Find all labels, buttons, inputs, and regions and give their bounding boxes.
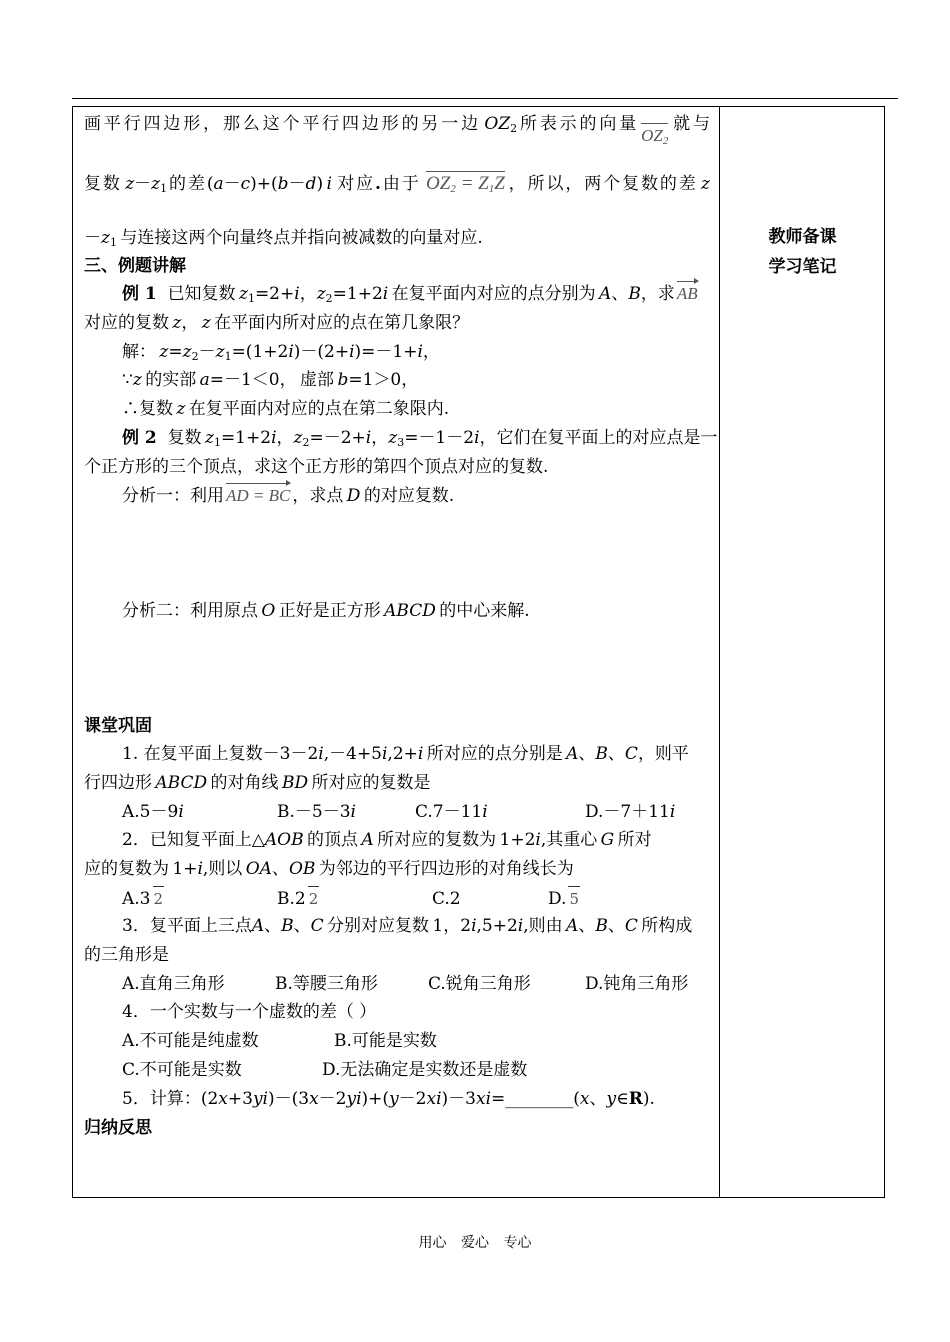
section-heading-examples: 三、例题讲解: [84, 256, 186, 276]
question-2-line-1: 2．已知复平面上△AOB 的顶点 A 所对应的复数为 1+2i,其重心 G 所对: [122, 830, 652, 850]
solution-line-3: ∴复数 z 在复平面内对应的点在第二象限内.: [122, 399, 450, 419]
q3-option-b[interactable]: B.等腰三角形: [275, 974, 378, 994]
section-heading-consolidation: 课堂巩固: [84, 716, 152, 736]
teacher-notes-column: [720, 222, 885, 282]
section-heading-summary: 归纳反思: [84, 1118, 152, 1138]
q4-option-b[interactable]: B.可能是实数: [334, 1031, 437, 1051]
text-line-2: 复数 $z-z_1$的差(a－c)+(b－d) i 对应.由于 $OZ_2 = Z_1Z$ ，所以，两个复数的差 z: [84, 173, 711, 195]
analysis-1: 分析一：利用 AD = BC ，求点 D 的对应复数.: [122, 486, 455, 506]
question-4: 4．一个实数与一个虚数的差（ ）: [122, 1002, 377, 1022]
page-footer: 用心 爱心 专心: [418, 1235, 532, 1251]
question-4-options-row-1: [122, 1029, 437, 1053]
q3-option-a[interactable]: A.直角三角形: [122, 974, 225, 994]
q1-option-c[interactable]: C.7－11i: [415, 802, 488, 822]
text-line-1: 画平行四边形，那么这个平行四边形的另一边 $OZ_2$所表示的向量$OZ_2$就与: [84, 114, 711, 147]
question-2-options: [122, 886, 580, 911]
vector-ad-bc: AD = BC: [224, 484, 292, 508]
solution-line-2: ∵z 的实部 a=－1＜0， 虚部 b=1＞0，: [122, 370, 419, 390]
q2-option-a[interactable]: A.3 2: [122, 886, 277, 911]
q4-option-d[interactable]: D.无法确定是实数还是虚数: [322, 1060, 528, 1080]
question-3-line-2: 的三角形是: [84, 945, 169, 965]
question-1-line-1: 1. 在复平面上复数－3－2i,－4+5i,2+i 所对应的点分别是 A、B、C，则平: [122, 744, 689, 764]
q3-option-c[interactable]: C.锐角三角形: [428, 974, 531, 994]
question-2-line-2: 应的复数为 1+i,则以 OA、OB 为邻边的平行四边形的对角线长为: [84, 859, 574, 879]
answer-blank[interactable]: ________: [505, 1089, 574, 1109]
analysis-2: 分析二：利用原点 O 正好是正方形 ABCD 的中心来解.: [122, 601, 530, 621]
side-note-line-1: 教师备课: [768, 227, 837, 247]
q4-option-a[interactable]: A.不可能是纯虚数: [122, 1031, 259, 1051]
vector-equation: $OZ_2 = Z_1Z$: [426, 173, 505, 195]
text-line-3: $-z_1$ 与连接这两个向量终点并指向被减数的向量对应.: [84, 228, 483, 249]
example-1-line-1: 例 1 已知复数 $z_1=2+i$，$z_2=1+2i$ 在复平面内对应的点分别为 A、B，求 AB: [122, 284, 698, 305]
vector-oz2: $OZ_2$: [641, 126, 669, 147]
question-1-options: [122, 800, 675, 824]
question-4-options-row-2: [122, 1058, 527, 1082]
example-2-line-2: 个正方形的三个顶点，求这个正方形的第四个顶点对应的复数.: [84, 457, 549, 477]
q1-option-a[interactable]: A.5－9i: [122, 802, 184, 822]
vector-ab: AB: [675, 282, 700, 306]
q4-option-c[interactable]: C.不可能是实数: [122, 1060, 242, 1080]
question-3-options: [122, 972, 688, 996]
question-5: 5．计算：(2x+3yi)－(3x－2yi)+(y－2xi)－3xi=________(x、y∈R).: [122, 1089, 655, 1109]
header-rule: [72, 98, 898, 99]
q3-option-d[interactable]: D.钝角三角形: [585, 974, 689, 994]
question-1-line-2: 行四边形 ABCD 的对角线 BD 所对应的复数是: [84, 773, 431, 793]
q2-option-d[interactable]: D. 5: [548, 886, 580, 911]
solution-line-1: 解： $z=z_2-z_1=(1+2i)-(2+i)=-1+i$，: [122, 342, 440, 363]
example-2-line-1: 例 2 复数 $z_1=1+2i$，$z_2=-2+i$，$z_3=-1-2i$，它们在复平面上的对应点是一: [122, 428, 718, 449]
q1-option-d[interactable]: D.－7＋11i: [585, 802, 676, 822]
q2-option-b[interactable]: B.2 2: [277, 886, 432, 911]
example-1-line-2: 对应的复数 z， z 在平面内所对应的点在第几象限？: [84, 313, 470, 333]
q2-option-c[interactable]: C.2: [432, 889, 461, 909]
q1-option-b[interactable]: B.－5－3i: [277, 802, 356, 822]
question-3-line-1: 3．复平面上三点A、B、C 分别对应复数 1，2i,5+2i,则由 A、B、C 所构成: [122, 916, 693, 936]
side-note-line-2: 学习笔记: [768, 257, 837, 277]
